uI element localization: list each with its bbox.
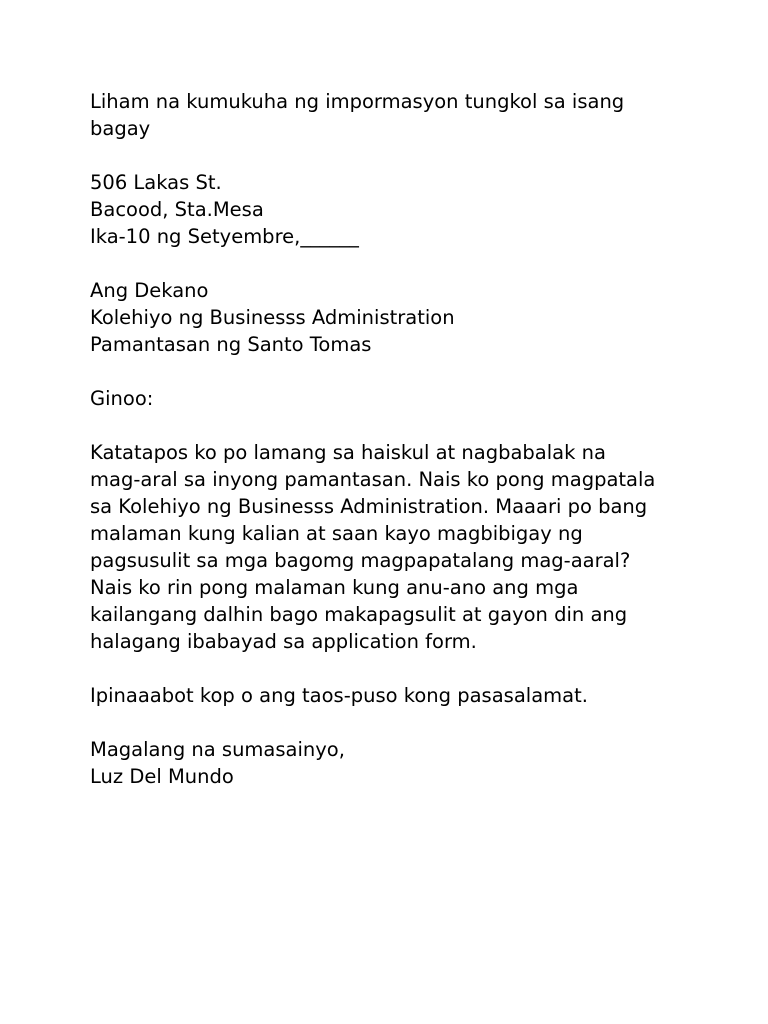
signature: Luz Del Mundo [90, 765, 234, 788]
body-line: halagang ibabayad sa application form. [90, 630, 477, 653]
sender-address [90, 169, 670, 250]
letter-date: Ika-10 ng Setyembre,______ [90, 225, 359, 248]
thanks-line: Ipinaaabot kop o ang taos-puso kong pasasalamat. [90, 684, 588, 707]
closing-block [90, 736, 670, 790]
body-line: kailangang dalhin bago makapagsulit at gayon din ang [90, 603, 628, 626]
recipient-address [90, 277, 670, 358]
recipient-college: Kolehiyo ng Businesss Administration [90, 306, 455, 329]
body-line: mag-aral sa inyong pamantasan. Nais ko pong magpatala [90, 468, 656, 491]
sender-city: Bacood, Sta.Mesa [90, 198, 264, 221]
salutation: Ginoo: [90, 387, 154, 410]
body-line: malaman kung kalian at saan kayo magbibigay ng [90, 522, 583, 545]
recipient-name: Ang Dekano [90, 279, 209, 302]
body-line: Katatapos ko po lamang sa haiskul at nagbabalak na [90, 441, 606, 464]
recipient-university: Pamantasan ng Santo Tomas [90, 333, 372, 356]
body-line: Nais ko rin pong malaman kung anu-ano ang mga [90, 576, 579, 599]
letter-title: Liham na kumukuha ng impormasyon tungkol sa isang bagay [90, 90, 625, 140]
body-line: pagsusulit sa mga bagomg magpapatalang mag-aaral? [90, 549, 631, 572]
sender-street: 506 Lakas St. [90, 171, 222, 194]
closing: Magalang na sumasainyo, [90, 738, 345, 761]
body-line: sa Kolehiyo ng Businesss Administration. Maaari po bang [90, 495, 648, 518]
letter-body [90, 439, 670, 655]
letter [90, 88, 670, 817]
